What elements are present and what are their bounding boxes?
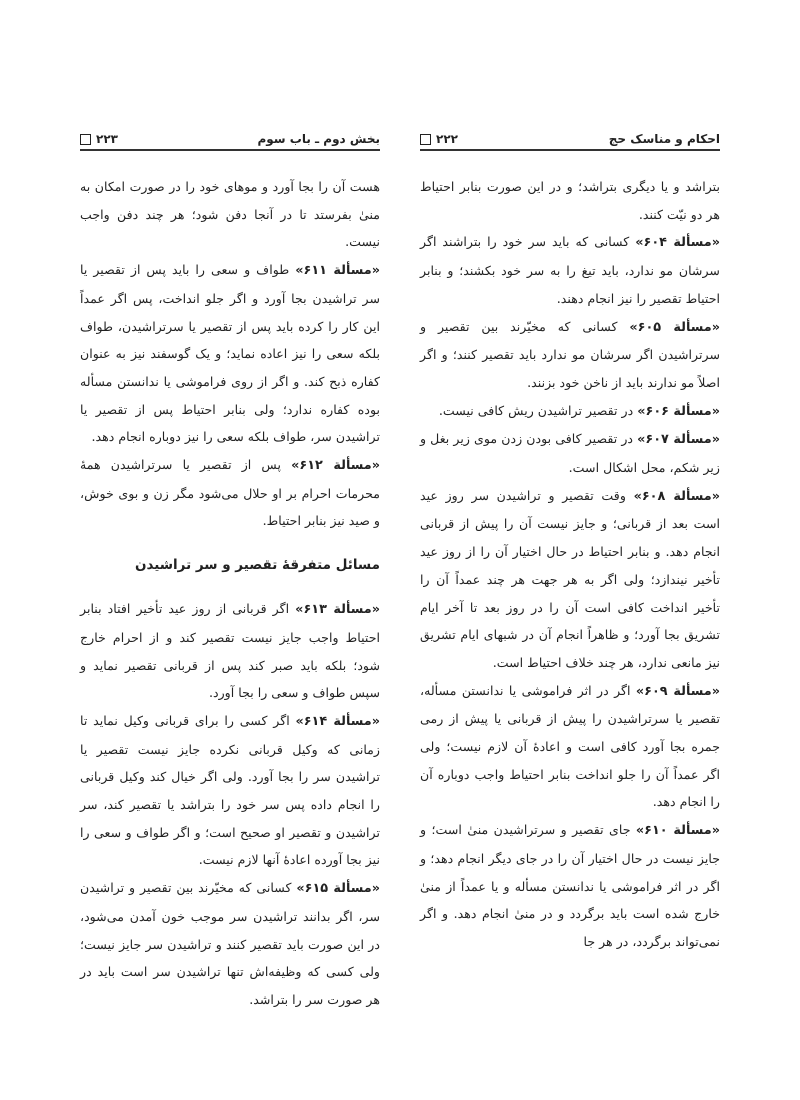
masale-615: «مسألة ۶۱۵» کسانی که مخیّرند بین تقصیر و تراشیدن سر، اگر بدانند تراشیدن سر موجب خون آمدن می‌شود، در این صورت باید تقصیر کنند و تراشیدن سر جایز نیست؛ ولی کسی که وظیفه‌اش تنها تراشیدن سر است باید در هر صورت سر را بتراشد. — [80, 880, 380, 1007]
left-intro-paragraph: هست آن را بجا آورد و موهای خود را در صورت امکان به منیٰ بفرستد تا در آنجا دفن شود؛ هر چند دفن واجب نیست. — [80, 179, 380, 250]
masale-605: «مسألة ۶۰۵» کسانی که مخیّرند بین تقصیر و سرتراشیدن اگر سرشان مو ندارد باید تقصیر کنند؛ و اگر اصلاً مو ندارند باید از ناخن خود بزنند. — [420, 318, 720, 390]
masale-614: «مسألة ۶۱۴» اگر کسی را برای قربانی وکیل نماید تا زمانی که وکیل قربانی نکرده جایز نیست تقصیر یا تراشیدن سر را بجا آورد. ولی اگر خیال کند وکیل قربانی را انجام داده پس سر خود را بتراشد یا تقصیر کند، سر تراشیدن و تقصیر او صحیح است؛ و اگر طواف و سعی را نیز بجا آورده اعادهٔ آنها لازم نیست. — [80, 712, 380, 868]
left-running-title: بخش دوم ـ باب سوم — [257, 132, 380, 146]
left-page — [80, 124, 380, 1007]
masale-613: «مسألة ۶۱۳» اگر قربانی از روز عید تأخیر افتاد بنابر احتیاط واجب جایز نیست تقصیر کند و از احرام خارج شود؛ بلکه باید صبر کند پس از قربانی تقصیر نماید و سپس طواف و سعی را بجا آورد. — [80, 601, 380, 701]
right-page-number: ۲۲۲ — [420, 132, 458, 146]
masale-611: «مسألة ۶۱۱» طواف و سعی را باید پس از تقصیر یا سر تراشیدن بجا آورد و اگر جلو انداخت، پس اگر عمداً این کار را کرده باید پس از تقصیر یا سرتراشیدن، طواف بلکه سعی را نیز اعاده نماید؛ و یک گوسفند نیز به عنوان کفاره ذبح کند. و اگر از روی فراموشی یا ندانستن مسأله بوده کفاره ندارد؛ ولی بنابر احتیاط پس از تقصیر یا تراشیدن سر، طواف بلکه سعی را نیز دوباره انجام دهد. — [80, 262, 380, 445]
right-page — [420, 124, 720, 1004]
right-intro-paragraph: بتراشد و یا دیگری بتراشد؛ و در این صورت بنابر احتیاط هر دو نیّت کنند. — [420, 179, 720, 222]
left-page-header — [80, 124, 380, 151]
masale-610: «مسألة ۶۱۰» جای تقصیر و سرتراشیدن منیٰ است؛ و جایز نیست در حال اختیار آن را در جای دیگر انجام دهد؛ و اگر در اثر فراموشی یا ندانستن مسأله و یا عمداً از منیٰ خارج شده است باید برگردد و در منیٰ انجام دهد. و اگر نمی‌تواند برگردد، در هر جا — [420, 822, 720, 949]
page-box-icon — [420, 134, 431, 145]
masale-606: «مسألة ۶۰۶» در تقصیر تراشیدن ریش کافی نیست. — [438, 402, 720, 419]
left-page-number: ۲۲۳ — [80, 132, 118, 146]
section-title: مسائل متفرقهٔ تقصیر و سر تراشیدن — [134, 557, 380, 574]
page-box-icon — [80, 134, 91, 145]
right-page-body — [420, 173, 720, 956]
masale-609: «مسألة ۶۰۹» اگر در اثر فراموشی یا ندانستن مسأله، تقصیر یا سرتراشیدن را پیش از قربانی یا پیش از رمی جمره بجا آورد کافی است و اعادهٔ آن لازم نیست؛ ولی اگر عمداً آن را جلو انداخت بنابر احتیاط واجب دوباره آن را انجام دهد. — [420, 682, 720, 810]
left-page-body — [80, 173, 380, 1014]
masale-608: «مسألة ۶۰۸» وقت تقصیر و تراشیدن سر روز عید است بعد از قربانی؛ و جایز نیست آن را پیش از قربانی انجام دهد. و بنابر احتیاط در حال اختیار آن را از روز عید تأخیر نیندازد؛ ولی اگر به هر جهت هر چند عمداً آن را تأخیر انداخت کافی است آن را در روز بعد تا آخر ایام تشریق بجا آورد؛ و ظاهراً انجام آن در شبهای ایام تشریق نیز مانعی ندارد، هر چند خلاف احتیاط است. — [420, 487, 720, 670]
right-running-title: احکام و مناسک حج — [608, 132, 720, 146]
masale-607: «مسألة ۶۰۷» در تقصیر کافی بودن زدن موی زیر بغل و زیر شکم، محل اشکال است. — [420, 431, 720, 476]
masale-604: «مسألة ۶۰۴» کسانی که باید سر خود را بتراشند اگر سرشان مو ندارد، باید تیغ را به سر خود بکشند؛ و بنابر احتیاط تقصیر را نیز انجام دهند. — [420, 234, 720, 306]
masale-612: «مسألة ۶۱۲» پس از تقصیر یا سرتراشیدن همهٔ محرمات احرام بر او حلال می‌شود مگر زن و بوی خوش، و صید نیز بنابر احتیاط. — [80, 457, 380, 529]
right-page-header — [420, 124, 720, 151]
